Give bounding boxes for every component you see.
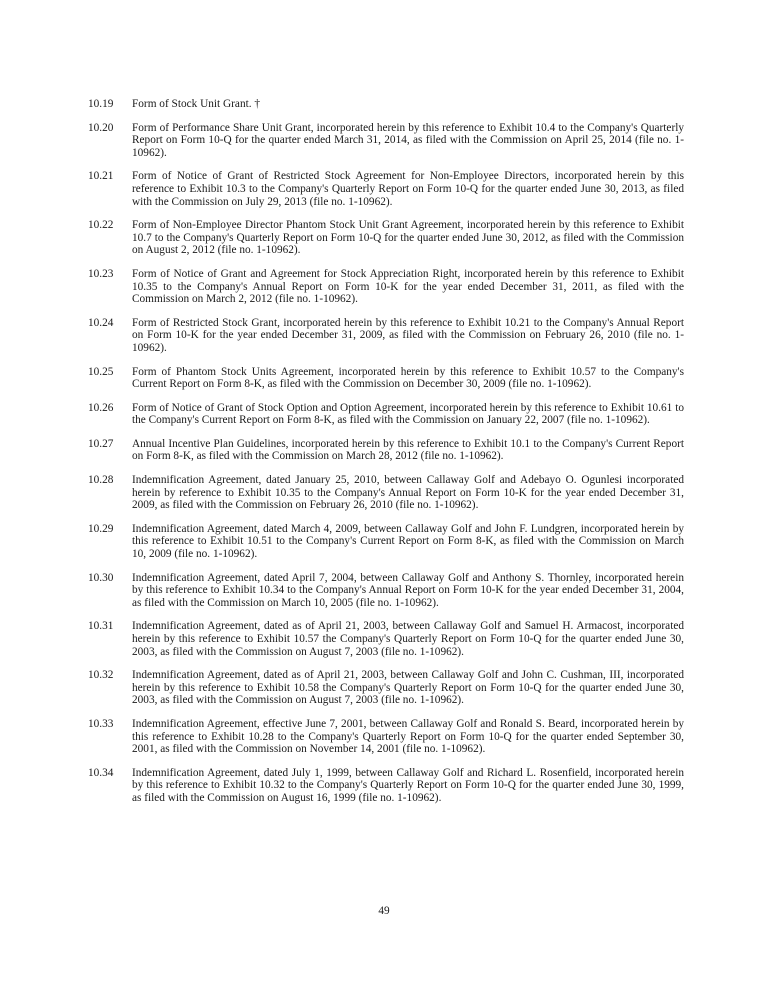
exhibit-item [88, 122, 684, 160]
exhibit-description: Form of Phantom Stock Units Agreement, incorporated herein by this reference to Exhibit 10.57 to the Company's Current Report on Form 8-K, as filed with the Commission on December 30, 2009 (file no. 1-10962). [132, 365, 684, 391]
exhibit-number: 10.22 [88, 219, 114, 232]
exhibit-item [88, 170, 684, 208]
exhibit-item [88, 317, 684, 355]
exhibit-item [88, 718, 684, 756]
exhibit-description: Indemnification Agreement, dated as of April 21, 2003, between Callaway Golf and Samuel H. Armacost, incorporated herein by this reference to Exhibit 10.57 the Company's Quarterly Report on Form 10-Q for the quarter ended June 30, 2003, as filed with the Commission on August 7, 2003 (file no. 1-10962). [132, 620, 684, 658]
exhibit-description: Form of Stock Unit Grant. † [132, 98, 261, 110]
exhibit-number: 10.26 [88, 401, 114, 414]
exhibit-description: Indemnification Agreement, dated as of April 21, 2003, between Callaway Golf and John C. Cushman, III, incorporated herein by this reference to Exhibit 10.58 the Company's Quarterly Report on Form 10-Q for the quarter ended June 30, 2003, as filed with the Commission on August 7, 2003 (file no. 1-10962). [132, 669, 684, 707]
exhibit-item [88, 669, 684, 707]
exhibit-item [88, 219, 684, 257]
exhibit-item [88, 767, 684, 805]
exhibit-description: Indemnification Agreement, dated July 1, 1999, between Callaway Golf and Richard L. Rosenfield, incorporated herein by this reference to Exhibit 10.32 to the Company's Quarterly Report on Form 10-Q for the quarter ended June 30, 1999, as filed with the Commission on August 16, 1999 (file no. 1-10962). [132, 766, 684, 804]
exhibit-description: Annual Incentive Plan Guidelines, incorporated herein by this reference to Exhibit 10.1 to the Company's Current Report on Form 8-K, as filed with the Commission on March 28, 2012 (file no. 1-10962). [132, 437, 684, 463]
exhibit-description: Indemnification Agreement, dated January 25, 2010, between Callaway Golf and Adebayo O. Ogunlesi incorporated herein by reference to Exhibit 10.35 to the Company's Annual Report on Form 10-K for the year ended December 31, 2009, as filed with the Commission on February 26, 2010 (file no. 1-10962). [132, 474, 684, 512]
exhibit-number: 10.25 [88, 365, 114, 378]
exhibit-number: 10.28 [88, 474, 114, 487]
exhibit-item [88, 474, 684, 512]
exhibit-item [88, 523, 684, 561]
exhibit-description: Form of Restricted Stock Grant, incorporated herein by this reference to Exhibit 10.21 to the Company's Annual Report on Form 10-K for the year ended December 31, 2009, as filed with the Commission on February 26, 2010 (file no. 1-10962). [132, 316, 684, 354]
exhibit-number: 10.27 [88, 437, 114, 450]
exhibit-list [88, 98, 684, 816]
exhibit-description: Form of Notice of Grant and Agreement for Stock Appreciation Right, incorporated herein by this reference to Exhibit 10.35 to the Company's Annual Report on Form 10-K for the year ended December 31, 2011, as filed with the Commission on March 2, 2012 (file no. 1-10962). [132, 267, 684, 306]
exhibit-description: Form of Performance Share Unit Grant, incorporated herein by this reference to Exhibit 10.4 to the Company's Quarterly Report on Form 10-Q for the quarter ended March 31, 2014, as filed with the Commission on April 25, 2014 (file no. 1-10962). [132, 121, 684, 159]
exhibit-number: 10.23 [88, 267, 114, 280]
exhibit-description: Form of Notice of Grant of Restricted Stock Agreement for Non-Employee Directors, incorporated herein by this reference to Exhibit 10.3 to the Company's Quarterly Report on Form 10-Q for the quarter ended June 30, 2013, as filed with the Commission on July 29, 2013 (file no. 1-10962). [132, 170, 684, 208]
exhibit-number: 10.30 [88, 571, 114, 584]
exhibit-number: 10.19 [88, 98, 114, 110]
exhibit-description: Form of Non-Employee Director Phantom Stock Unit Grant Agreement, incorporated herein by this reference to Exhibit 10.7 to the Company's Quarterly Report on Form 10-Q for the quarter ended June 30, 2012, as filed with the Commission on August 2, 2012 (file no. 1-10962). [132, 219, 684, 257]
exhibit-number: 10.34 [88, 766, 114, 779]
exhibit-description: Form of Notice of Grant of Stock Option and Option Agreement, incorporated herein by this reference to Exhibit 10.61 to the Company's Current Report on Form 8-K, as filed with the Commission on January 22, 2007 (file no. 1-10962). [132, 401, 684, 427]
page-number: 49 [378, 905, 390, 917]
exhibit-item [88, 438, 684, 463]
exhibit-number: 10.21 [88, 170, 114, 183]
exhibit-number: 10.20 [88, 121, 114, 134]
exhibit-number: 10.33 [88, 717, 114, 730]
exhibit-item [88, 402, 684, 427]
exhibit-description: Indemnification Agreement, dated April 7, 2004, between Callaway Golf and Anthony S. Thornley, incorporated herein by this reference to Exhibit 10.34 to the Company's Annual Report on Form 10-K for the year ended December 31, 2004, as filed with the Commission on March 10, 2005 (file no. 1-10962). [132, 571, 684, 609]
exhibit-item [88, 268, 684, 306]
exhibit-description: Indemnification Agreement, effective June 7, 2001, between Callaway Golf and Ronald S. Beard, incorporated herein by this reference to Exhibit 10.28 to the Company's Quarterly Report on Form 10-Q for the quarter ended September 30, 2001, as filed with the Commission on November 14, 2001 (file no. 1-10962). [132, 717, 684, 756]
exhibit-number: 10.29 [88, 522, 114, 535]
exhibit-description: Indemnification Agreement, dated March 4, 2009, between Callaway Golf and John F. Lundgren, incorporated herein by this reference to Exhibit 10.51 to the Company's Current Report on Form 8-K, as filed with the Commission on March 10, 2009 (file no. 1-10962). [132, 522, 684, 561]
exhibit-item [88, 572, 684, 610]
exhibit-item [88, 366, 684, 391]
exhibit-item [88, 98, 684, 111]
exhibit-number: 10.24 [88, 316, 114, 329]
exhibit-number: 10.31 [88, 620, 114, 633]
exhibit-number: 10.32 [88, 669, 114, 682]
exhibit-item [88, 620, 684, 658]
